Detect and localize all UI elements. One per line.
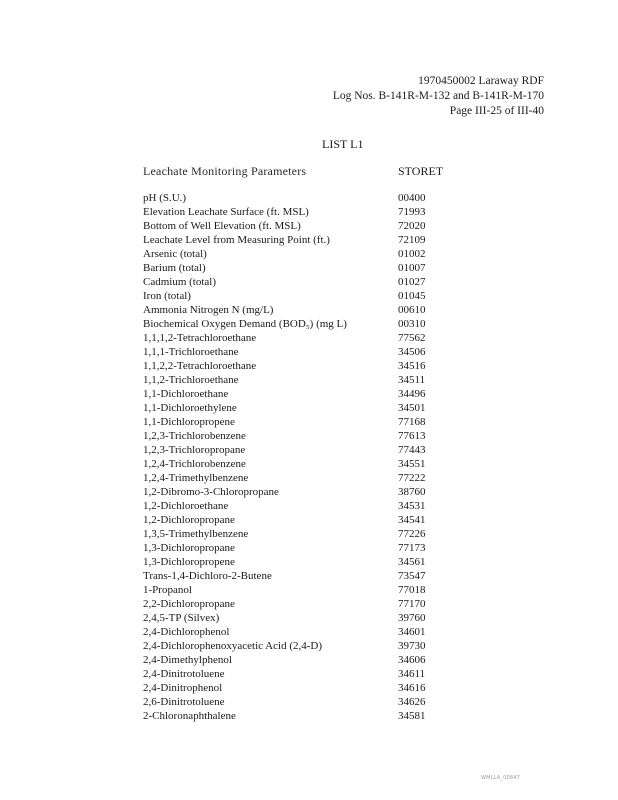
- parameter-name: Leachate Level from Measuring Point (ft.): [143, 234, 330, 246]
- storet-code: 01045: [398, 290, 426, 302]
- storet-column-header: STORET: [398, 164, 444, 178]
- parameter-name: 1,1,2,2-Tetrachloroethane: [143, 360, 257, 372]
- parameter-name: 1,3-Dichloropropene: [143, 556, 235, 568]
- storet-code: 34626: [398, 696, 426, 708]
- storet-code: 77222: [398, 472, 426, 484]
- storet-code: 77018: [398, 584, 426, 596]
- storet-code: 77562: [398, 332, 426, 344]
- parameter-name: 1,2,4-Trimethylbenzene: [143, 472, 249, 484]
- parameter-name: Ammonia Nitrogen N (mg/L): [143, 304, 274, 316]
- table-row: [143, 317, 463, 331]
- storet-code: 00310: [398, 318, 426, 330]
- parameter-name: 2,4-Dichlorophenoxyacetic Acid (2,4-D): [143, 640, 322, 652]
- log-numbers-line: Log Nos. B-141R-M-132 and B-141R-M-170: [332, 90, 544, 102]
- table-row: [143, 247, 463, 261]
- page-number-line: Page III-25 of III-40: [449, 105, 544, 117]
- storet-code: 39760: [398, 612, 426, 624]
- parameter-name: Arsenic (total): [143, 248, 207, 260]
- storet-code: 34606: [398, 654, 426, 666]
- storet-code: 72020: [398, 220, 426, 232]
- parameter-name: Cadmium (total): [143, 276, 217, 288]
- parameter-name: 2,4,5-TP (Silvex): [143, 612, 220, 624]
- table-row: [143, 387, 463, 401]
- parameter-name: 2,4-Dinitrophenol: [143, 682, 223, 694]
- storet-code: 00400: [398, 192, 426, 204]
- parameter-list: [143, 191, 463, 723]
- storet-code: 77226: [398, 528, 426, 540]
- storet-code: 00610: [398, 304, 426, 316]
- parameter-name: 1-Propanol: [143, 584, 192, 596]
- storet-code: 77173: [398, 542, 426, 554]
- storet-code: 77170: [398, 598, 426, 610]
- storet-code: 34601: [398, 626, 426, 638]
- storet-code: 01027: [398, 276, 426, 288]
- parameter-name: 2,4-Dichlorophenol: [143, 626, 230, 638]
- storet-code: 38760: [398, 486, 426, 498]
- parameter-name: 1,1,1-Trichloroethane: [143, 346, 239, 358]
- parameter-name: 1,1,2-Trichloroethane: [143, 374, 239, 386]
- table-row: [143, 653, 463, 667]
- table-row: [143, 625, 463, 639]
- storet-code: 34501: [398, 402, 426, 414]
- parameter-name: 2-Chloronaphthalene: [143, 710, 236, 722]
- parameter-name: Bottom of Well Elevation (ft. MSL): [143, 220, 301, 232]
- table-row: [143, 583, 463, 597]
- storet-code: 34551: [398, 458, 426, 470]
- parameter-name: 1,1-Dichloroethylene: [143, 402, 237, 414]
- parameter-name: Trans-1,4-Dichloro-2-Butene: [143, 570, 272, 582]
- storet-code: 34531: [398, 500, 426, 512]
- table-row: [143, 499, 463, 513]
- parameter-name: 1,1-Dichloroethane: [143, 388, 229, 400]
- storet-code: 34511: [398, 374, 426, 386]
- table-row: [143, 541, 463, 555]
- document-id-line: 1970450002 Laraway RDF: [418, 75, 544, 87]
- storet-code: 73547: [398, 570, 426, 582]
- parameter-name: 1,1-Dichloropropene: [143, 416, 235, 428]
- table-row: [143, 429, 463, 443]
- parameter-name: pH (S.U.): [143, 192, 187, 204]
- table-row: [143, 709, 463, 723]
- table-row: [143, 569, 463, 583]
- table-row: [143, 597, 463, 611]
- table-row: [143, 331, 463, 345]
- table-row: [143, 681, 463, 695]
- table-row: [143, 261, 463, 275]
- storet-code: 34616: [398, 682, 426, 694]
- storet-code: 39730: [398, 640, 426, 652]
- parameter-name: 1,2-Dibromo-3-Chloropropane: [143, 486, 279, 498]
- table-row: [143, 219, 463, 233]
- parameter-column-header: Leachate Monitoring Parameters: [143, 164, 307, 178]
- list-title: LIST L1: [322, 137, 364, 151]
- parameter-name: 2,4-Dinitrotoluene: [143, 668, 225, 680]
- table-row: [143, 457, 463, 471]
- parameter-name: 2,6-Dinitrotoluene: [143, 696, 225, 708]
- storet-code: 34496: [398, 388, 426, 400]
- parameter-name: 2,2-Dichloropropane: [143, 598, 235, 610]
- storet-code: 34541: [398, 514, 426, 526]
- storet-code: 01002: [398, 248, 426, 260]
- parameter-name: Elevation Leachate Surface (ft. MSL): [143, 206, 309, 218]
- parameter-name: 1,3-Dichloropropane: [143, 542, 235, 554]
- parameter-name: 1,3,5-Trimethylbenzene: [143, 528, 249, 540]
- storet-code: 77443: [398, 444, 426, 456]
- table-row: [143, 401, 463, 415]
- storet-code: 72109: [398, 234, 426, 246]
- storet-code: 77168: [398, 416, 426, 428]
- parameter-name: 1,2,3-Trichlorobenzene: [143, 430, 246, 442]
- table-row: [143, 415, 463, 429]
- table-row: [143, 695, 463, 709]
- storet-code: 71993: [398, 206, 426, 218]
- table-row: [143, 443, 463, 457]
- bates-stamp: WMLLA_00847: [481, 775, 520, 781]
- table-row: [143, 303, 463, 317]
- parameter-name: 2,4-Dimethylphenol: [143, 654, 232, 666]
- parameter-name: 1,2,3-Trichloropropane: [143, 444, 246, 456]
- table-row: [143, 667, 463, 681]
- table-row: [143, 191, 463, 205]
- table-row: [143, 555, 463, 569]
- table-row: [143, 275, 463, 289]
- parameter-name: 1,2-Dichloroethane: [143, 500, 229, 512]
- table-row: [143, 205, 463, 219]
- table-row: [143, 485, 463, 499]
- storet-code: 77613: [398, 430, 426, 442]
- parameter-name: 1,2,4-Trichlorobenzene: [143, 458, 246, 470]
- parameter-name: Biochemical Oxygen Demand (BOD₅) (mg L): [143, 318, 347, 330]
- storet-code: 34561: [398, 556, 426, 568]
- table-row: [143, 471, 463, 485]
- table-row: [143, 611, 463, 625]
- storet-code: 34611: [398, 668, 426, 680]
- table-row: [143, 527, 463, 541]
- table-row: [143, 233, 463, 247]
- table-row: [143, 289, 463, 303]
- parameter-name: 1,2-Dichloropropane: [143, 514, 235, 526]
- parameter-name: 1,1,1,2-Tetrachloroethane: [143, 332, 257, 344]
- storet-code: 01007: [398, 262, 426, 274]
- parameter-name: Iron (total): [143, 290, 191, 302]
- table-row: [143, 513, 463, 527]
- table-row: [143, 373, 463, 387]
- table-row: [143, 359, 463, 373]
- table-row: [143, 639, 463, 653]
- parameter-name: Barium (total): [143, 262, 206, 274]
- storet-code: 34516: [398, 360, 426, 372]
- table-row: [143, 345, 463, 359]
- storet-code: 34506: [398, 346, 426, 358]
- storet-code: 34581: [398, 710, 426, 722]
